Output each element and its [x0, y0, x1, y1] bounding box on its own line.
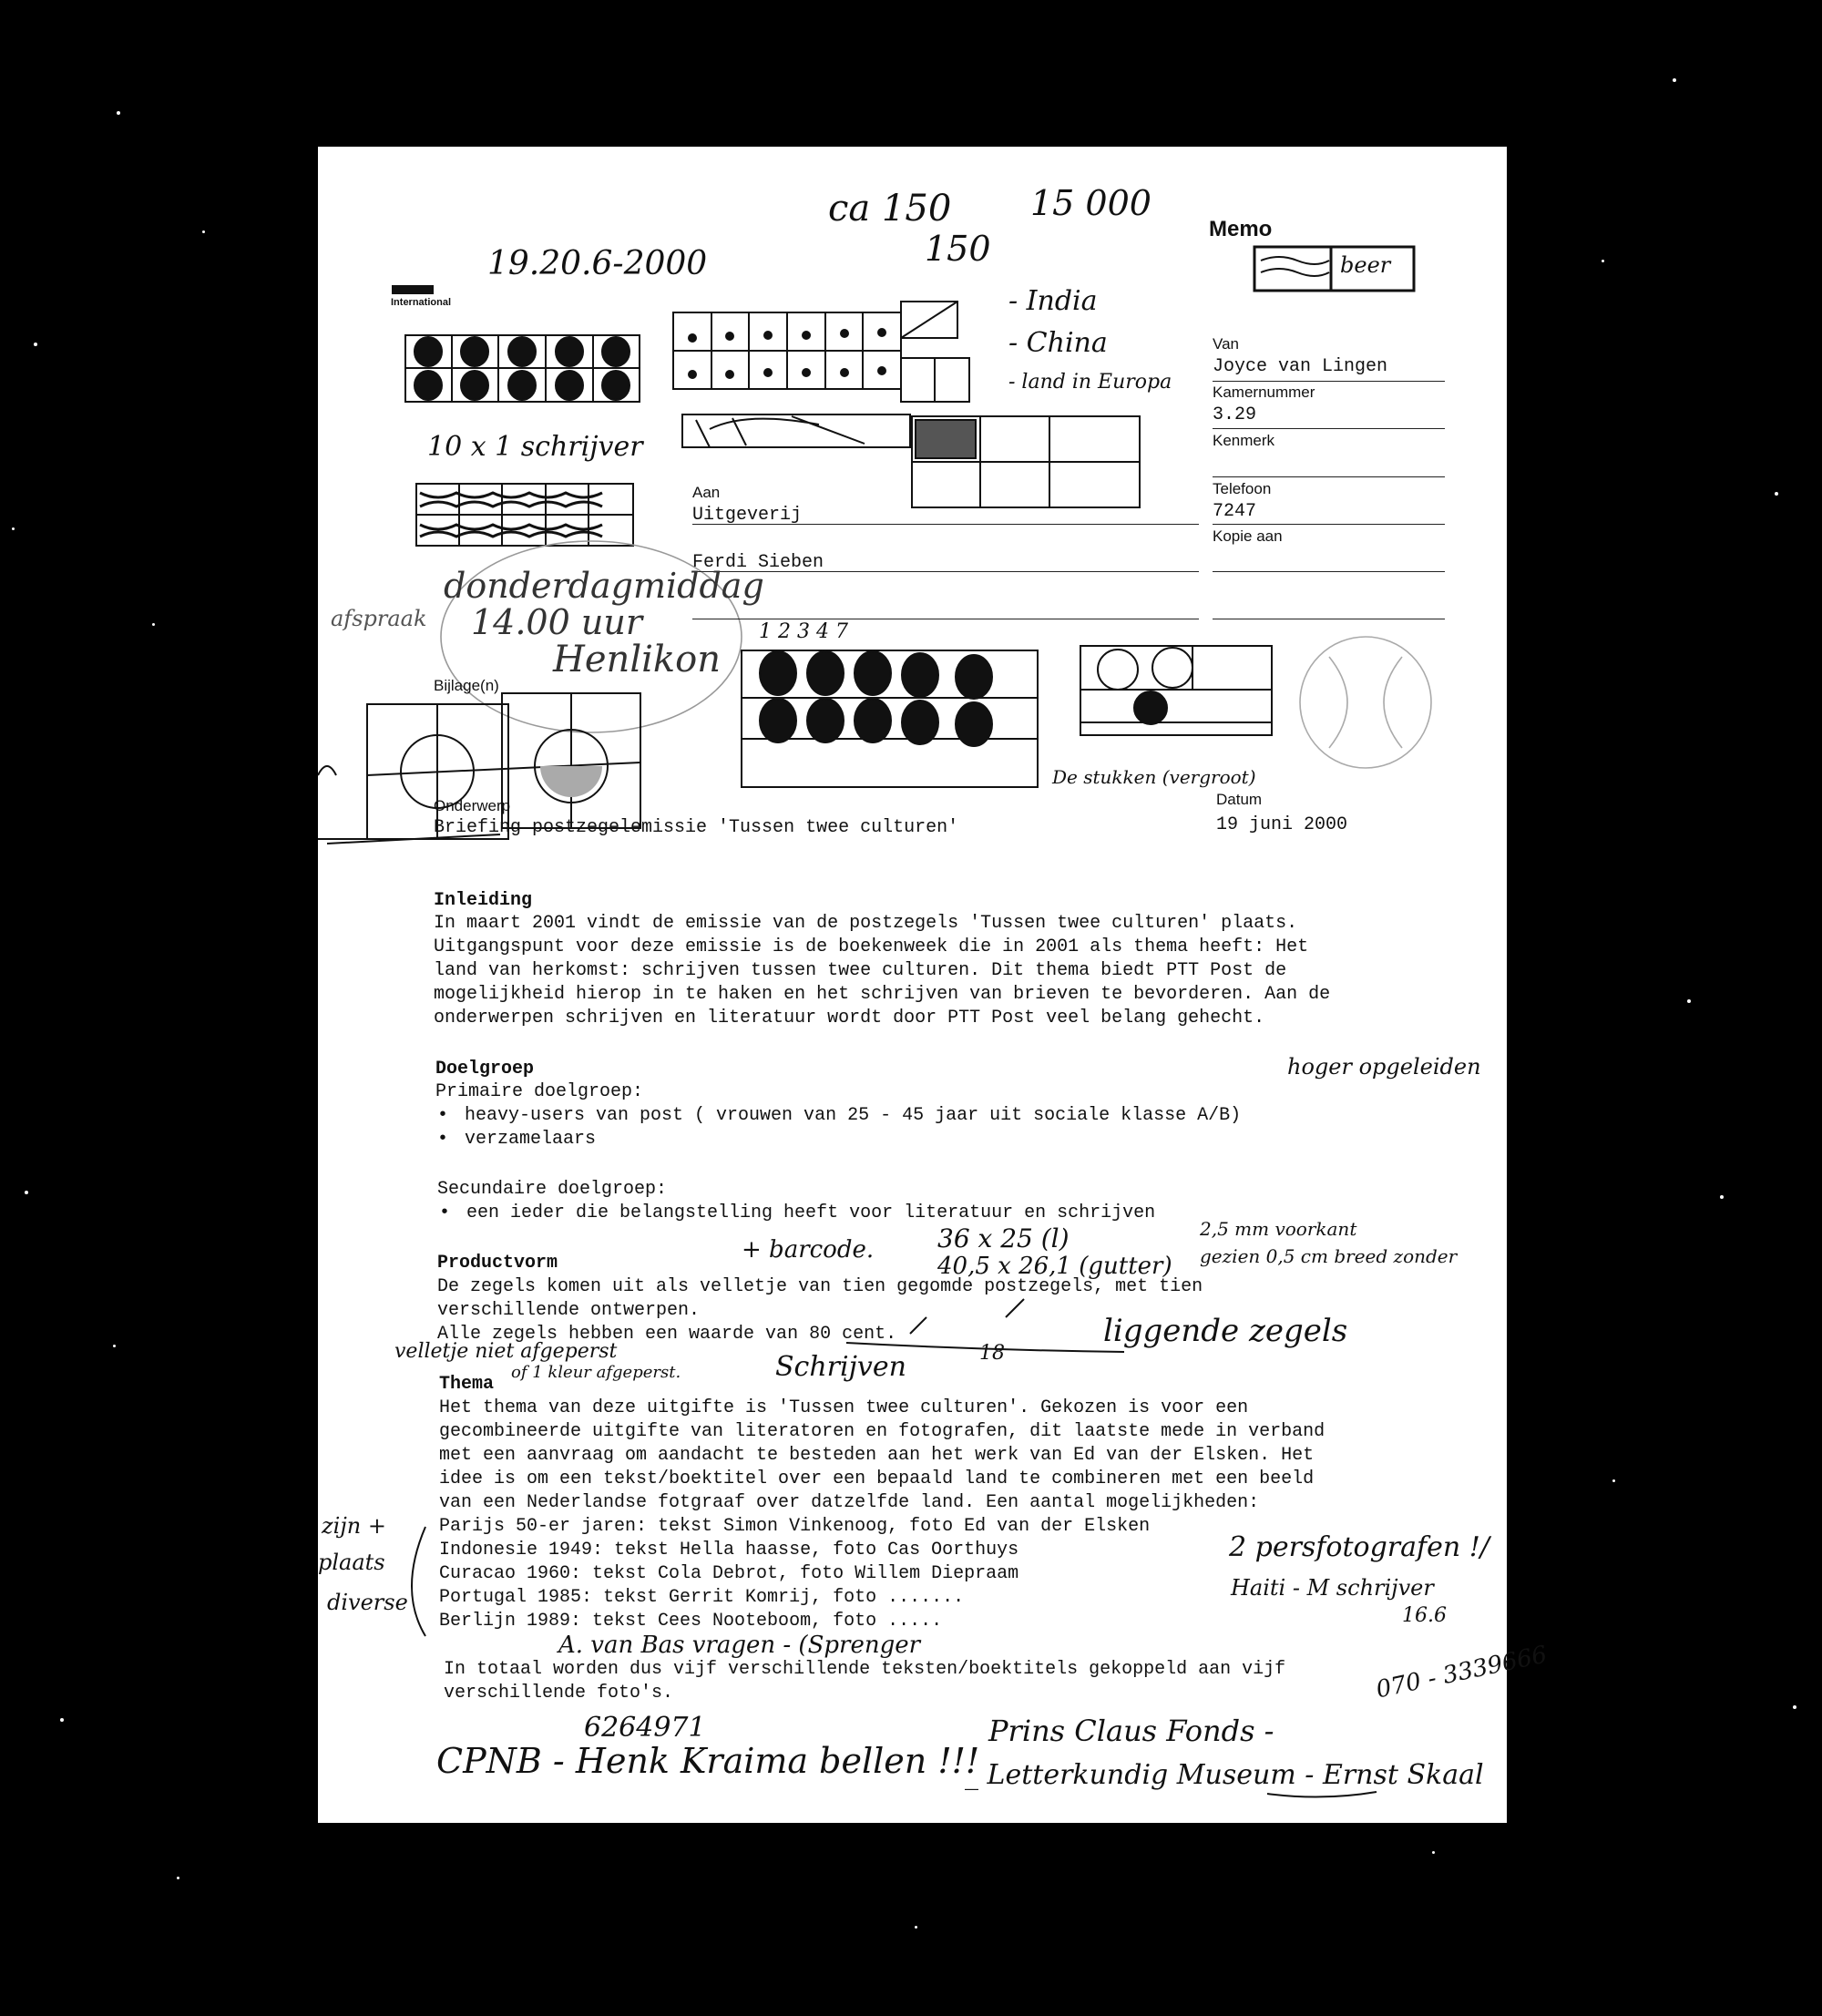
handwritten-barcode: + barcode.: [742, 1236, 875, 1264]
stamp-grid-sketch-1: [405, 335, 640, 402]
handwritten-land: - land in Europa: [1008, 371, 1172, 394]
handwritten-stukken: De stukken (vergroot): [1052, 766, 1256, 788]
kopie-label: Kopie aan: [1213, 527, 1283, 545]
handwritten-ca: ca 150: [828, 188, 952, 230]
background-speck: [60, 1718, 64, 1722]
secundaire-item: • een ieder die belangstelling heeft voor literatuur en schrijven: [466, 1202, 1155, 1223]
handwritten-size-2: 40,5 x 26,1 (gutter): [937, 1253, 1172, 1280]
background-speck: [915, 1926, 917, 1929]
rule: [1213, 571, 1445, 572]
handwritten-beer: beer: [1340, 252, 1391, 278]
handwritten-margin-2: plaats: [318, 1550, 385, 1575]
handwritten-afspraak: afspraak: [331, 606, 427, 631]
inleiding-line: mogelijkheid hierop in te haken en het schrijven van brieven te bevorderen. Aan de: [434, 984, 1331, 1005]
datum-value: 19 juni 2000: [1216, 814, 1348, 835]
background-speck: [1775, 492, 1778, 496]
background-speck: [1793, 1705, 1796, 1709]
handwritten-18: 18: [979, 1342, 1005, 1365]
thema-line: Berlijn 1989: tekst Cees Nooteboom, foto .....: [439, 1611, 943, 1632]
totaal-line: verschillende foto's.: [444, 1683, 674, 1704]
handwritten-prins: Prins Claus Fonds -: [988, 1714, 1274, 1748]
handwritten-numbers: 1 2 3 4 7: [759, 620, 848, 643]
totaal-line: In totaal worden dus vijf verschillende teksten/boektitels gekoppeld aan vijf: [444, 1659, 1286, 1680]
handwritten-note-mm: 2,5 mm voorkant: [1200, 1218, 1357, 1240]
background-speck: [202, 230, 205, 233]
stamp-grid-sketch-2: [673, 312, 901, 389]
background-speck: [34, 343, 37, 346]
handwritten-date: 19.20.6-2000: [487, 245, 708, 282]
telefoon-label: Telefoon: [1213, 480, 1272, 497]
handwritten-china: - China: [1008, 327, 1108, 359]
thema-line: idee is om een tekst/boektitel over een bepaald land te combineren met een beeld: [439, 1469, 1315, 1489]
productvorm-line: De zegels komen uit als velletje van tien gegomde postzegels, met tien: [437, 1276, 1203, 1297]
handwritten-size-1: 36 x 25 (l): [937, 1223, 1070, 1254]
logo-mark: [393, 286, 433, 293]
kamer-value: 3.29: [1213, 404, 1257, 425]
thema-line: Curacao 1960: tekst Cola Debrot, foto Willem Diepraam: [439, 1563, 1019, 1584]
memo-page: [318, 147, 1550, 1823]
rule: [692, 571, 1199, 572]
background-speck: [12, 527, 15, 530]
handwritten-india: - India: [1008, 285, 1098, 317]
thema-line: Portugal 1985: tekst Gerrit Komrij, foto .......: [439, 1587, 965, 1608]
handwritten-150: 150: [925, 229, 991, 269]
telefoon-value: 7247: [1213, 501, 1257, 522]
handwritten-note-breed: gezien 0,5 cm breed zonder: [1200, 1245, 1458, 1267]
handwritten-phone-2: 6264971: [584, 1712, 706, 1744]
thema-line: Het thema van deze uitgifte is 'Tussen twee culturen'. Gekozen is voor een: [439, 1397, 1249, 1418]
handwritten-margin-1: zijn +: [322, 1513, 386, 1539]
kamer-label: Kamernummer: [1213, 384, 1315, 401]
handwritten-cpnb: CPNB - Henk Kraima bellen !!!: [436, 1741, 980, 1781]
logo-text: International: [391, 297, 452, 308]
handwritten-15000: 15 000: [1030, 183, 1152, 223]
handwritten-phone-1: 070 - 3339666: [1373, 1641, 1550, 1704]
stamp-sheet-sketch: [742, 650, 1038, 787]
handwritten-avanbas: A. van Bas vragen - (Sprenger: [558, 1632, 921, 1659]
rule: [692, 524, 1199, 525]
stamp-grid-sketch-4: [416, 484, 633, 546]
rule: [1213, 476, 1445, 477]
handwritten-donderdag: donderdagmiddag: [444, 566, 764, 606]
handwritten-schrijver: 10 x 1 schrijver: [427, 431, 643, 463]
aan-value-1: Uitgeverij: [692, 505, 803, 526]
doelgroep-title: Doelgroep: [435, 1059, 535, 1080]
onderwerp-value: Briefing postzegelemissie 'Tussen twee culturen': [434, 817, 959, 838]
aan-value-2: Ferdi Sieben: [692, 552, 824, 573]
background-speck: [117, 111, 120, 115]
rule: [1213, 381, 1445, 382]
thema-title: Thema: [439, 1374, 495, 1395]
primaire-label: Primaire doelgroep:: [435, 1081, 644, 1102]
productvorm-title: Productvorm: [437, 1253, 558, 1274]
handwritten-haiti: Haiti - M schrijver: [1231, 1575, 1434, 1601]
background-speck: [1687, 999, 1691, 1003]
background-speck: [177, 1877, 179, 1879]
background-speck: [1612, 1479, 1615, 1482]
background-speck: [152, 623, 155, 626]
inleiding-line: onderwerpen schrijven en literatuur wordt door PTT Post veel belang gehecht.: [434, 1008, 1265, 1028]
handwritten-afgeperst: of 1 kleur afgeperst.: [511, 1363, 681, 1382]
rule: [1213, 428, 1445, 429]
handwritten-henlikon: Henlikon: [553, 639, 721, 681]
handwritten-velletje: velletje niet afgeperst: [394, 1340, 618, 1363]
handwritten-margin-3: diverse: [327, 1590, 408, 1615]
thema-line: Indonesie 1949: tekst Hella haasse, foto Cas Oorthuys: [439, 1540, 1019, 1561]
bijlage-label: Bijlage(n): [434, 677, 499, 694]
thema-line: Parijs 50-er jaren: tekst Simon Vinkenoog, foto Ed van der Elsken: [439, 1516, 1151, 1537]
datum-label: Datum: [1216, 791, 1263, 808]
inleiding-line: Uitgangspunt voor deze emissie is de boekenweek die in 2001 als thema heeft: Het: [434, 936, 1309, 957]
van-value: Joyce van Lingen: [1213, 356, 1388, 377]
background-speck: [1602, 260, 1604, 262]
handwritten-schrijven: Schrijven: [775, 1351, 906, 1383]
background-speck: [1720, 1195, 1724, 1199]
handwritten-liggende: liggende zegels: [1103, 1313, 1348, 1349]
kenmerk-label: Kenmerk: [1213, 432, 1275, 449]
inleiding-line: land van herkomst: schrijven tussen twee culturen. Dit thema biedt PTT Post de: [434, 960, 1287, 981]
rule: [1213, 524, 1445, 525]
thema-line: met een aanvraag om aandacht te besteden aan het werk van Ed van der Elsken. Het: [439, 1445, 1315, 1466]
background-speck: [1432, 1851, 1435, 1854]
handwritten-persfotografen: 2 persfotografen !/: [1229, 1531, 1489, 1563]
inleiding-title: Inleiding: [434, 890, 533, 911]
stamp-grid-sketch-3: [912, 416, 1140, 507]
background-speck: [113, 1345, 116, 1347]
stamp-sketch-right: [1080, 646, 1272, 735]
handwritten-hoger: hoger opgeleiden: [1287, 1054, 1481, 1080]
memo-heading: Memo: [1209, 217, 1273, 241]
background-speck: [25, 1191, 28, 1194]
van-label: Van: [1213, 335, 1239, 353]
handwritten-16-6: 16.6: [1402, 1604, 1447, 1627]
thema-line: van een Nederlandse fotgraaf over datzelfde land. Een aantal mogelijkheden:: [439, 1492, 1260, 1513]
productvorm-line: Alle zegels hebben een waarde van 80 cent.: [437, 1324, 897, 1345]
aan-label: Aan: [692, 484, 721, 501]
inleiding-line: In maart 2001 vindt de emissie van de postzegels 'Tussen twee culturen' plaats.: [434, 913, 1298, 934]
onderwerp-label: Onderwerp: [434, 797, 511, 814]
productvorm-line: verschillende ontwerpen.: [437, 1300, 701, 1321]
secundaire-label: Secundaire doelgroep:: [437, 1179, 668, 1200]
background-speck: [1673, 78, 1676, 82]
primaire-item: • verzamelaars: [465, 1129, 596, 1150]
thema-line: gecombineerde uitgifte van literatoren en fotografen, dit laatste mede in verband: [439, 1421, 1326, 1442]
handwritten-time: 14.00 uur: [471, 602, 642, 642]
handwritten-letter: _ Letterkundig Museum - Ernst Skaal: [965, 1759, 1484, 1791]
primaire-item: • heavy-users van post ( vrouwen van 25 - 45 jaar uit sociale klasse A/B): [465, 1105, 1241, 1126]
